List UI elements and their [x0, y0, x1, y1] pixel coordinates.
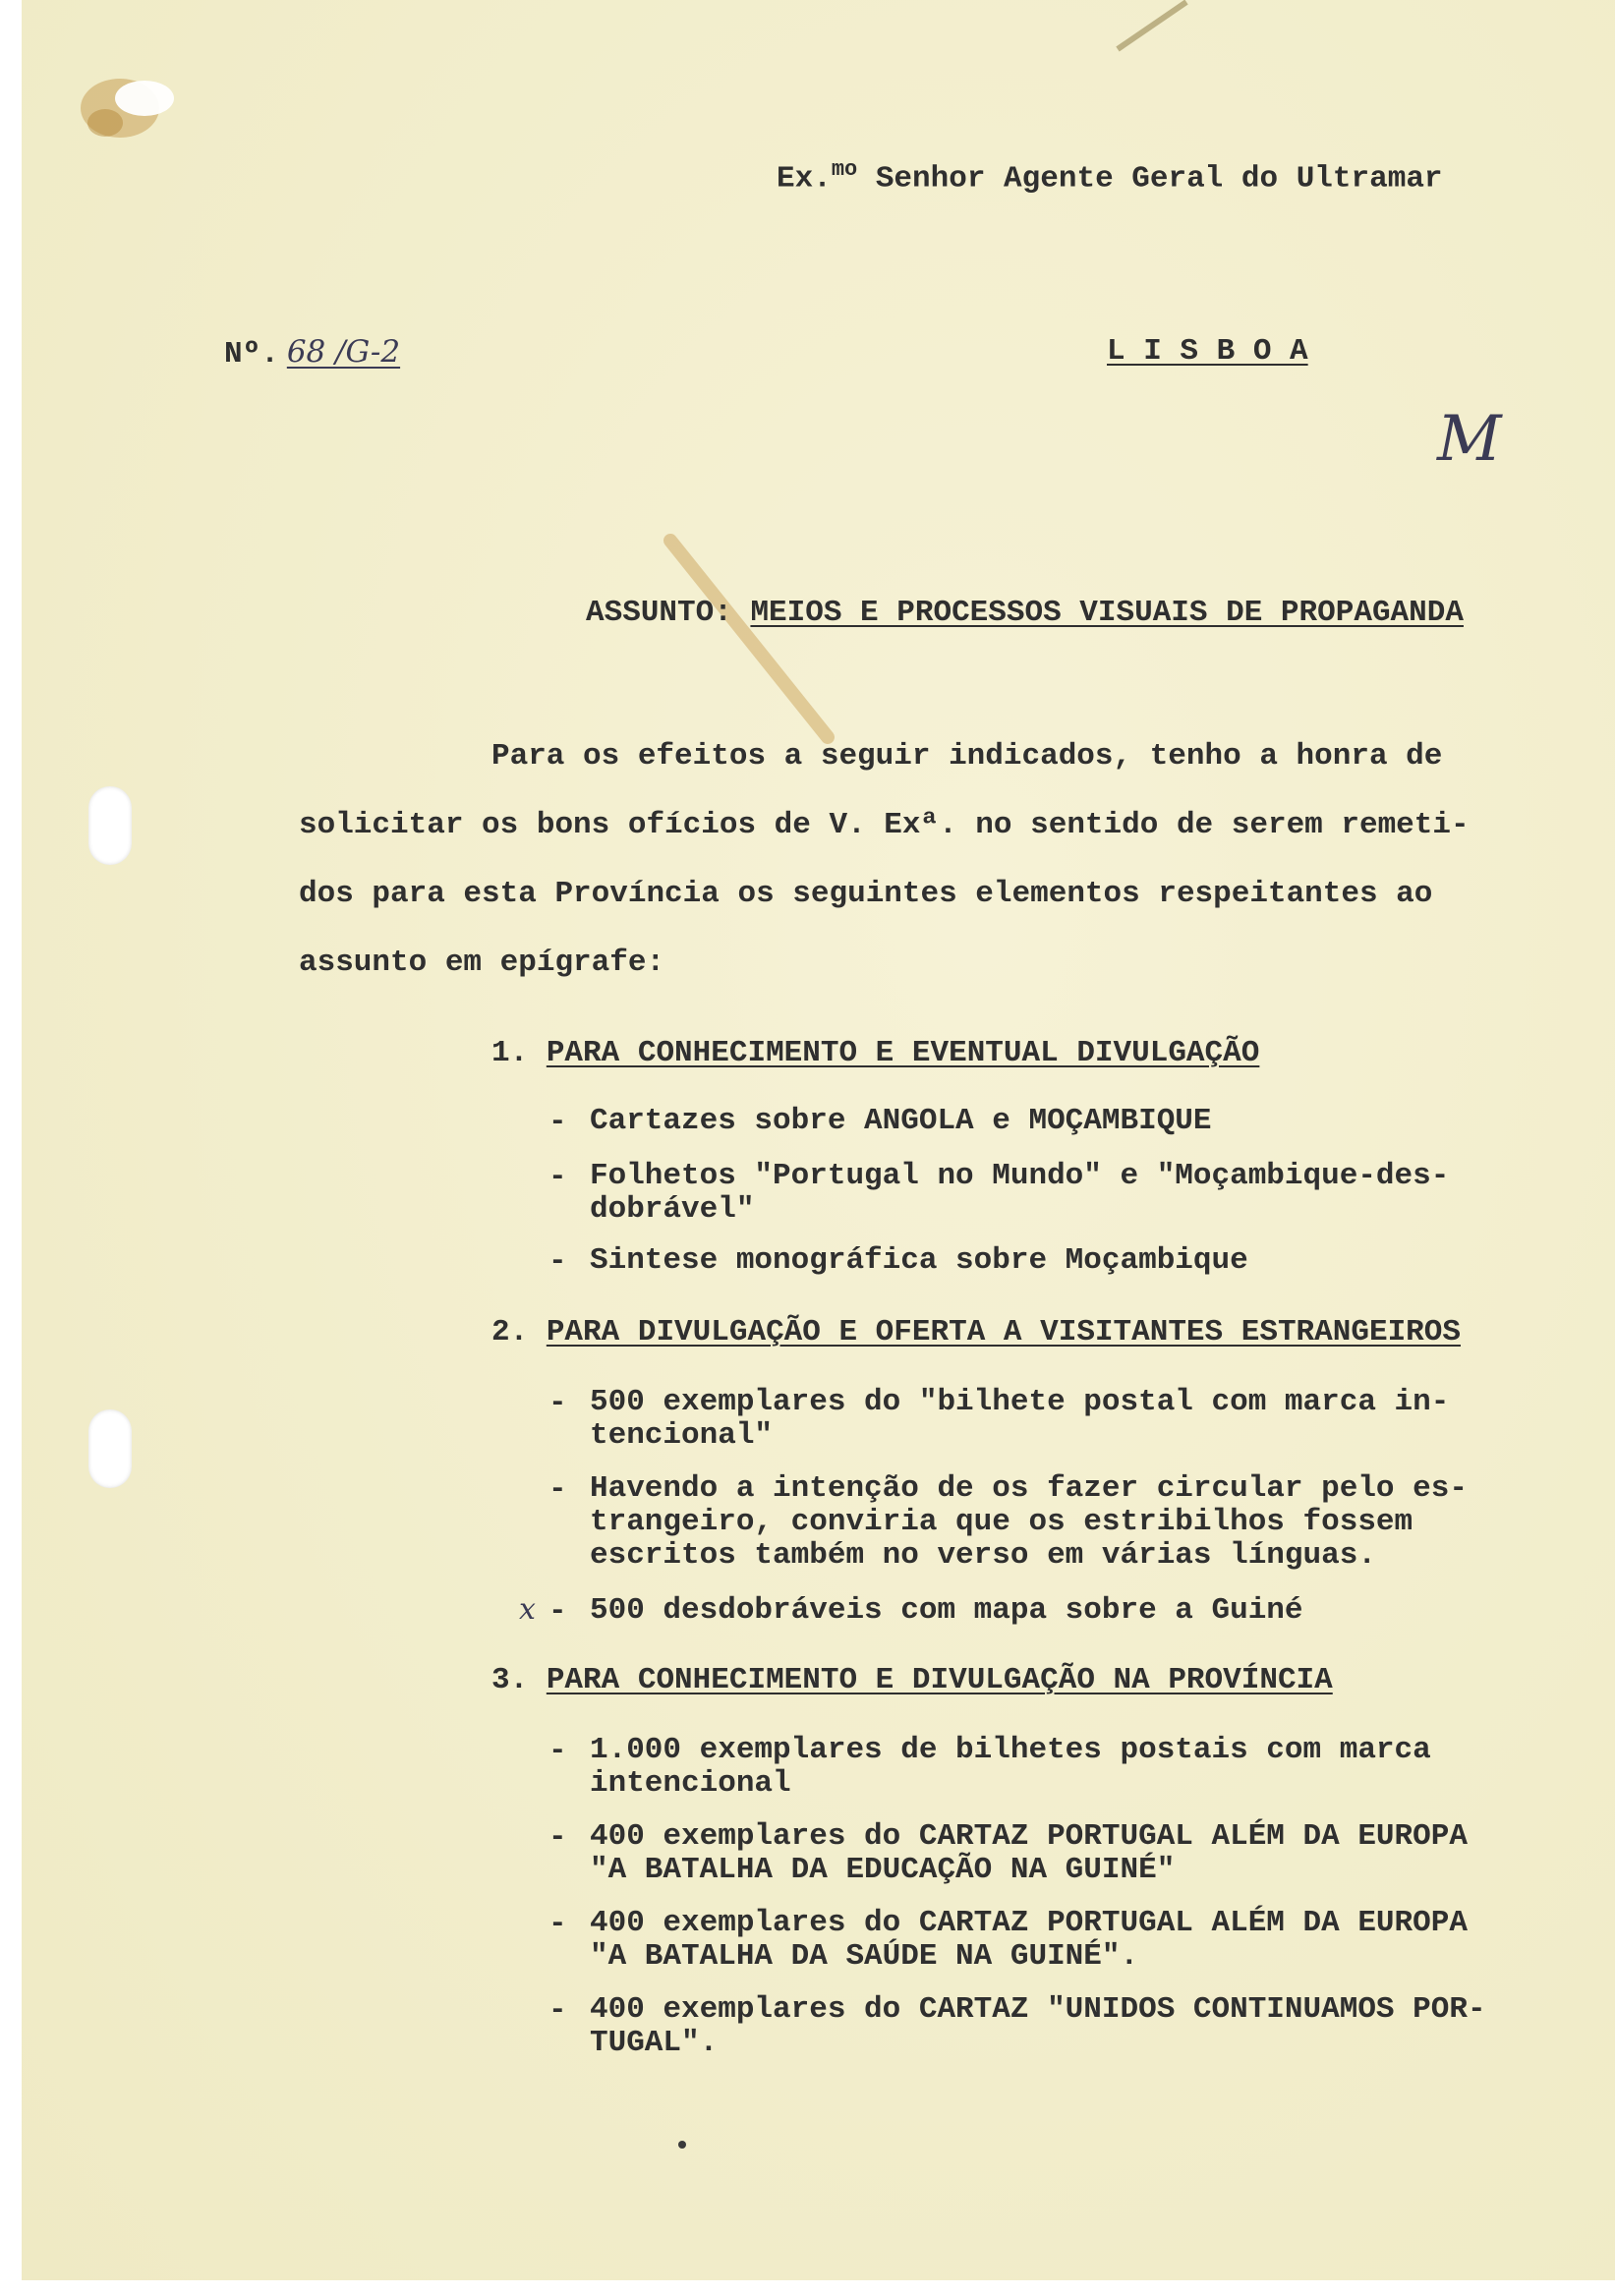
item-line: 400 exemplares do CARTAZ PORTUGAL ALÉM DA EUROPA — [590, 1906, 1468, 1940]
city-name: L I S B O A — [1107, 334, 1308, 369]
bullet-dash: - — [548, 1734, 567, 1768]
intro-line-4: assunto em epígrafe: — [299, 946, 665, 980]
bullet-dash: - — [548, 1472, 567, 1507]
item-line: trangeiro, conviria que os estribilhos fossem — [590, 1505, 1413, 1539]
bullet-dash: - — [548, 1386, 567, 1420]
handwritten-initial: M — [1437, 403, 1502, 476]
item-line: Havendo a intenção de os fazer circular pelo es- — [590, 1471, 1468, 1506]
rust-stain — [61, 54, 208, 162]
section-2-heading — [491, 1315, 1461, 1349]
intro-line-2: solicitar os bons ofícios de V. Exª. no sentido de serem remeti- — [299, 808, 1470, 842]
ink-dot — [678, 2141, 686, 2149]
item-line: "A BATALHA DA SAÚDE NA GUINÉ". — [590, 1939, 1139, 1974]
section-3-heading — [491, 1663, 1333, 1697]
addressee-prefix: Ex. — [777, 161, 832, 197]
item-line: "A BATALHA DA EDUCAÇÃO NA GUINÉ" — [590, 1853, 1176, 1887]
section-title: PARA CONHECIMENTO E EVENTUAL DIVULGAÇÃO — [546, 1036, 1260, 1070]
intro-line-1: Para os efeitos a seguir indicados, tenho a honra de — [491, 739, 1443, 774]
item-line: 500 exemplares do "bilhete postal com marca in- — [590, 1385, 1450, 1419]
bullet-dash: - — [548, 1993, 567, 2028]
subject-line — [586, 596, 1464, 630]
bullet-dash: - — [548, 1820, 567, 1855]
item-line: 500 desdobráveis com mapa sobre a Guiné — [590, 1593, 1303, 1628]
bullet-dash: - — [548, 1244, 567, 1279]
section-title: PARA DIVULGAÇÃO E OFERTA A VISITANTES ESTRANGEIROS — [546, 1315, 1461, 1349]
item-line: 400 exemplares do CARTAZ "UNIDOS CONTINUAMOS POR- — [590, 1992, 1486, 2027]
addressee-superscript: mo — [831, 157, 858, 182]
item-line: Sintese monográfica sobre Moçambique — [590, 1243, 1248, 1278]
section-title: PARA CONHECIMENTO E DIVULGAÇÃO NA PROVÍNCIA — [546, 1663, 1333, 1697]
subject-text: MEIOS E PROCESSOS VISUAIS DE PROPAGANDA — [750, 596, 1464, 630]
subject-label: ASSUNTO: — [586, 596, 732, 630]
pen-stroke-top — [1108, 0, 1196, 59]
reference-number — [224, 334, 404, 372]
section-number: 3. — [491, 1663, 529, 1697]
bullet-dash: - — [548, 1105, 567, 1139]
addressee-title: Senhor Agente Geral do Ultramar — [875, 161, 1443, 197]
item-line: 1.000 exemplares de bilhetes postais com marca — [590, 1733, 1431, 1767]
punch-hole-top — [88, 786, 132, 865]
tape-stain — [651, 521, 847, 757]
item-line: 400 exemplares do CARTAZ PORTUGAL ALÉM DA EUROPA — [590, 1819, 1468, 1854]
item-line: TUGAL". — [590, 2026, 719, 2060]
item-line: Folhetos "Portugal no Mundo" e "Moçambique-des- — [590, 1159, 1450, 1193]
intro-line-3: dos para esta Província os seguintes elementos respeitantes ao — [299, 877, 1433, 911]
item-line: intencional — [590, 1766, 791, 1801]
item-line: escritos também no verso em várias línguas. — [590, 1538, 1376, 1573]
addressee-line — [777, 157, 1443, 196]
reference-value: 68 /G-2 — [286, 334, 401, 370]
document-page — [22, 0, 1615, 2280]
margin-mark: x — [519, 1592, 536, 1627]
section-number: 2. — [491, 1315, 529, 1349]
item-line: tencional" — [590, 1418, 774, 1453]
bullet-dash: - — [548, 1160, 567, 1194]
bullet-dash: - — [548, 1594, 567, 1629]
section-number: 1. — [491, 1036, 529, 1070]
bullet-dash: - — [548, 1907, 567, 1941]
item-line: Cartazes sobre ANGOLA e MOÇAMBIQUE — [590, 1104, 1212, 1138]
item-line: dobrável" — [590, 1192, 755, 1227]
reference-label: Nº. — [224, 337, 279, 372]
punch-hole-bottom — [88, 1409, 132, 1488]
section-1-heading — [491, 1036, 1259, 1070]
